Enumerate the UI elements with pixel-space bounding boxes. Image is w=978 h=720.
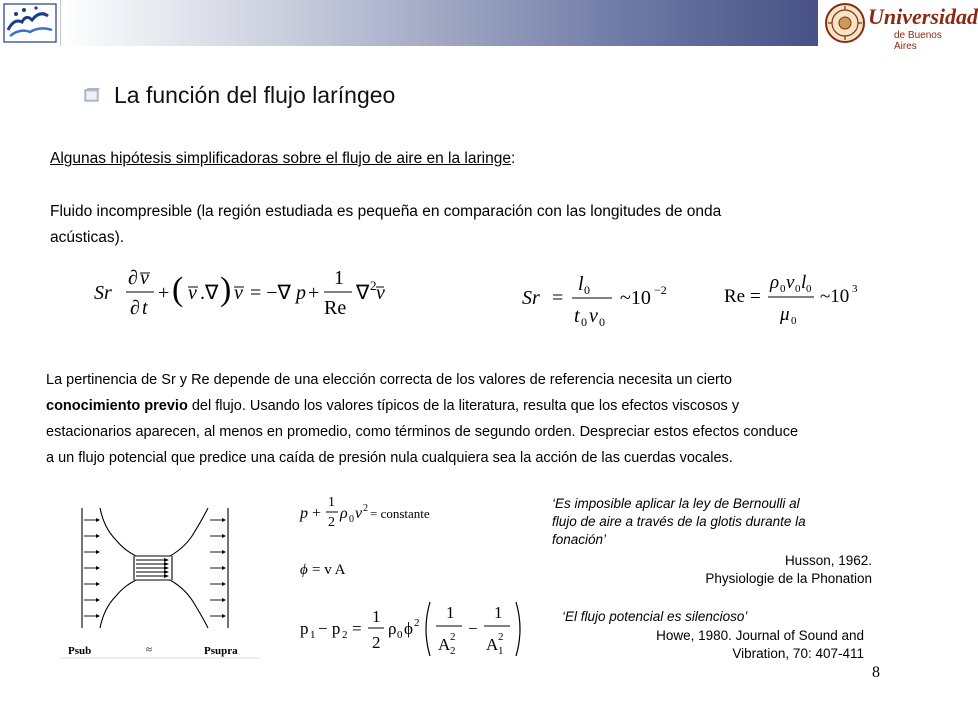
quote2-citation-2: Vibration, 70: 407-411: [732, 646, 864, 661]
svg-text:Re: Re: [724, 286, 746, 307]
svg-text:Sr: Sr: [522, 287, 540, 309]
pressure-drop-equation: [300, 596, 532, 662]
svg-text:2: 2: [370, 278, 377, 293]
svg-text:ϕ: ϕ: [300, 562, 308, 578]
svg-text:μ: μ: [780, 304, 790, 325]
svg-text:p: p: [296, 282, 306, 304]
bernoulli-equation: [300, 492, 450, 534]
uba-logo: [818, 0, 978, 52]
svg-text:=: =: [750, 286, 761, 307]
svg-text:+: +: [312, 505, 322, 522]
svg-text:0: 0: [806, 283, 812, 295]
svg-text:−: −: [468, 619, 478, 638]
svg-text:v: v: [234, 282, 243, 304]
svg-text:~10: ~10: [620, 287, 651, 309]
svg-text:2: 2: [450, 631, 456, 643]
svg-text:∇: ∇: [356, 282, 370, 304]
svg-text:v: v: [376, 282, 385, 304]
uba-seal-icon: [824, 2, 866, 44]
hypothesis-line-2: acústicas).: [50, 229, 125, 246]
svg-text:1: 1: [328, 495, 335, 510]
svg-text:= −∇: = −∇: [250, 282, 291, 304]
svg-text:2: 2: [363, 503, 368, 514]
svg-text:+: +: [308, 282, 320, 304]
hypotheses-heading-line: [50, 146, 515, 171]
svg-text:v: v: [786, 272, 795, 293]
uba-logo-word: Universidad: [868, 4, 978, 29]
svg-text:~10: ~10: [820, 286, 850, 307]
svg-text:l: l: [801, 272, 807, 293]
svg-text:ρ: ρ: [388, 619, 397, 638]
svg-text:∂: ∂: [128, 267, 138, 289]
svg-text:(: (: [172, 271, 184, 308]
potential-equation: [300, 556, 380, 582]
svg-text:2: 2: [328, 515, 335, 530]
svg-text:=: =: [552, 287, 564, 309]
svg-text:1: 1: [494, 603, 503, 622]
cnrs-limsi-logo: [0, 0, 61, 46]
svg-text:0: 0: [780, 283, 786, 295]
glottis-flow-diagram: [60, 500, 260, 665]
svg-text:−2: −2: [654, 283, 667, 297]
svg-text:=: =: [352, 619, 362, 638]
svg-text:2: 2: [342, 629, 348, 641]
psupra-label: Psupra: [204, 645, 238, 657]
svg-text:v: v: [355, 505, 363, 522]
quote2-citation-1: Howe, 1980. Journal of Sound and: [656, 628, 864, 643]
svg-text:2: 2: [372, 633, 381, 652]
svg-text:0: 0: [599, 315, 605, 329]
svg-text:0: 0: [584, 283, 590, 297]
quote1-line-3: fonación’: [552, 532, 607, 547]
svg-text:1: 1: [498, 645, 504, 657]
psub-label: Psub: [68, 645, 92, 657]
svg-text:Re: Re: [324, 297, 347, 319]
header-band: [0, 0, 960, 46]
svg-text:v: v: [140, 267, 149, 289]
svg-text:A: A: [438, 635, 451, 654]
svg-text:): ): [220, 271, 232, 308]
uba-logo-sub: de Buenos Aires: [894, 30, 942, 52]
svg-text:l: l: [578, 273, 584, 295]
svg-text:v: v: [589, 305, 598, 327]
hypotheses-heading-colon: :: [510, 150, 516, 167]
svg-text:ρ: ρ: [340, 505, 348, 522]
svg-text:1: 1: [334, 267, 344, 289]
svg-text:A: A: [486, 635, 499, 654]
quote2-line-1: ‘El flujo potencial es silencioso’: [562, 609, 748, 624]
svg-text:Sr: Sr: [94, 282, 112, 304]
quote1-citation-1: Husson, 1962.: [784, 553, 872, 568]
svg-text:2: 2: [450, 645, 456, 657]
svg-text:= v A: = v A: [312, 562, 346, 578]
svg-text:ρ: ρ: [770, 272, 780, 293]
svg-text:∂: ∂: [130, 297, 140, 319]
svg-text:1: 1: [310, 629, 316, 641]
slide-bullet-icon: [84, 88, 100, 102]
svg-text:− p: − p: [318, 619, 341, 638]
svg-text:0: 0: [581, 315, 587, 329]
svg-text:1: 1: [372, 607, 381, 626]
svg-text:p: p: [300, 505, 308, 522]
svg-text:2: 2: [414, 617, 420, 629]
paragraph-line-1: La pertinencia de Sr y Re depende de una elección correcta de los valores de referencia necesita un cierto: [46, 372, 732, 388]
page-title: La función del flujo laríngeo: [114, 81, 396, 108]
paragraph-line-2: [46, 393, 926, 420]
title-row: [84, 80, 395, 110]
svg-text:v: v: [188, 282, 197, 304]
svg-text:0: 0: [397, 629, 403, 641]
reynolds-equation: [724, 270, 864, 334]
quote1-citation-2: Physiologie de la Phonation: [705, 571, 872, 586]
svg-text:ϕ: ϕ: [404, 619, 413, 638]
hypotheses-heading: Algunas hipótesis simplificadoras sobre el flujo de aire en la laringe: [50, 150, 511, 167]
svg-text:0: 0: [791, 315, 797, 327]
strouhal-equation: [522, 270, 667, 334]
quote1-line-1: ‘Es imposible aplicar la ley de Bernoulli al: [552, 496, 800, 511]
approx-symbol: ≈: [146, 644, 153, 656]
svg-text:p: p: [300, 619, 309, 638]
svg-text:1: 1: [446, 603, 455, 622]
navier-stokes-equation: [94, 262, 384, 324]
paragraph-bold-phrase: conocimiento previo: [46, 398, 188, 414]
svg-text:0: 0: [795, 283, 801, 295]
page-number: 8: [872, 664, 880, 681]
quote1-line-2: flujo de aire a través de la glotis durante la: [552, 514, 806, 529]
svg-text:t: t: [574, 305, 580, 327]
svg-text:= constante: = constante: [370, 506, 430, 521]
svg-text:+: +: [158, 282, 170, 304]
svg-text:0: 0: [349, 514, 354, 525]
svg-text:3: 3: [852, 283, 858, 295]
paragraph-line-4: a un flujo potencial que predice una caída de presión nula cualquiera sea la acción de las cuerdas vocales.: [46, 450, 733, 466]
hypothesis-line-1: Fluido incompresible (la región estudiada es pequeña en comparación con las longitudes de onda: [50, 203, 722, 220]
paragraph-line-3: estacionarios aparecen, al menos en promedio, como términos de segundo orden. Despreciar estos efectos conduce: [46, 424, 799, 440]
svg-text:2: 2: [498, 631, 504, 643]
paragraph-line-2-rest: del flujo. Usando los valores típicos de la literatura, resulta que los efectos viscosos y: [187, 398, 740, 414]
svg-text:.∇: .∇: [200, 282, 219, 304]
svg-text:t: t: [142, 297, 148, 319]
